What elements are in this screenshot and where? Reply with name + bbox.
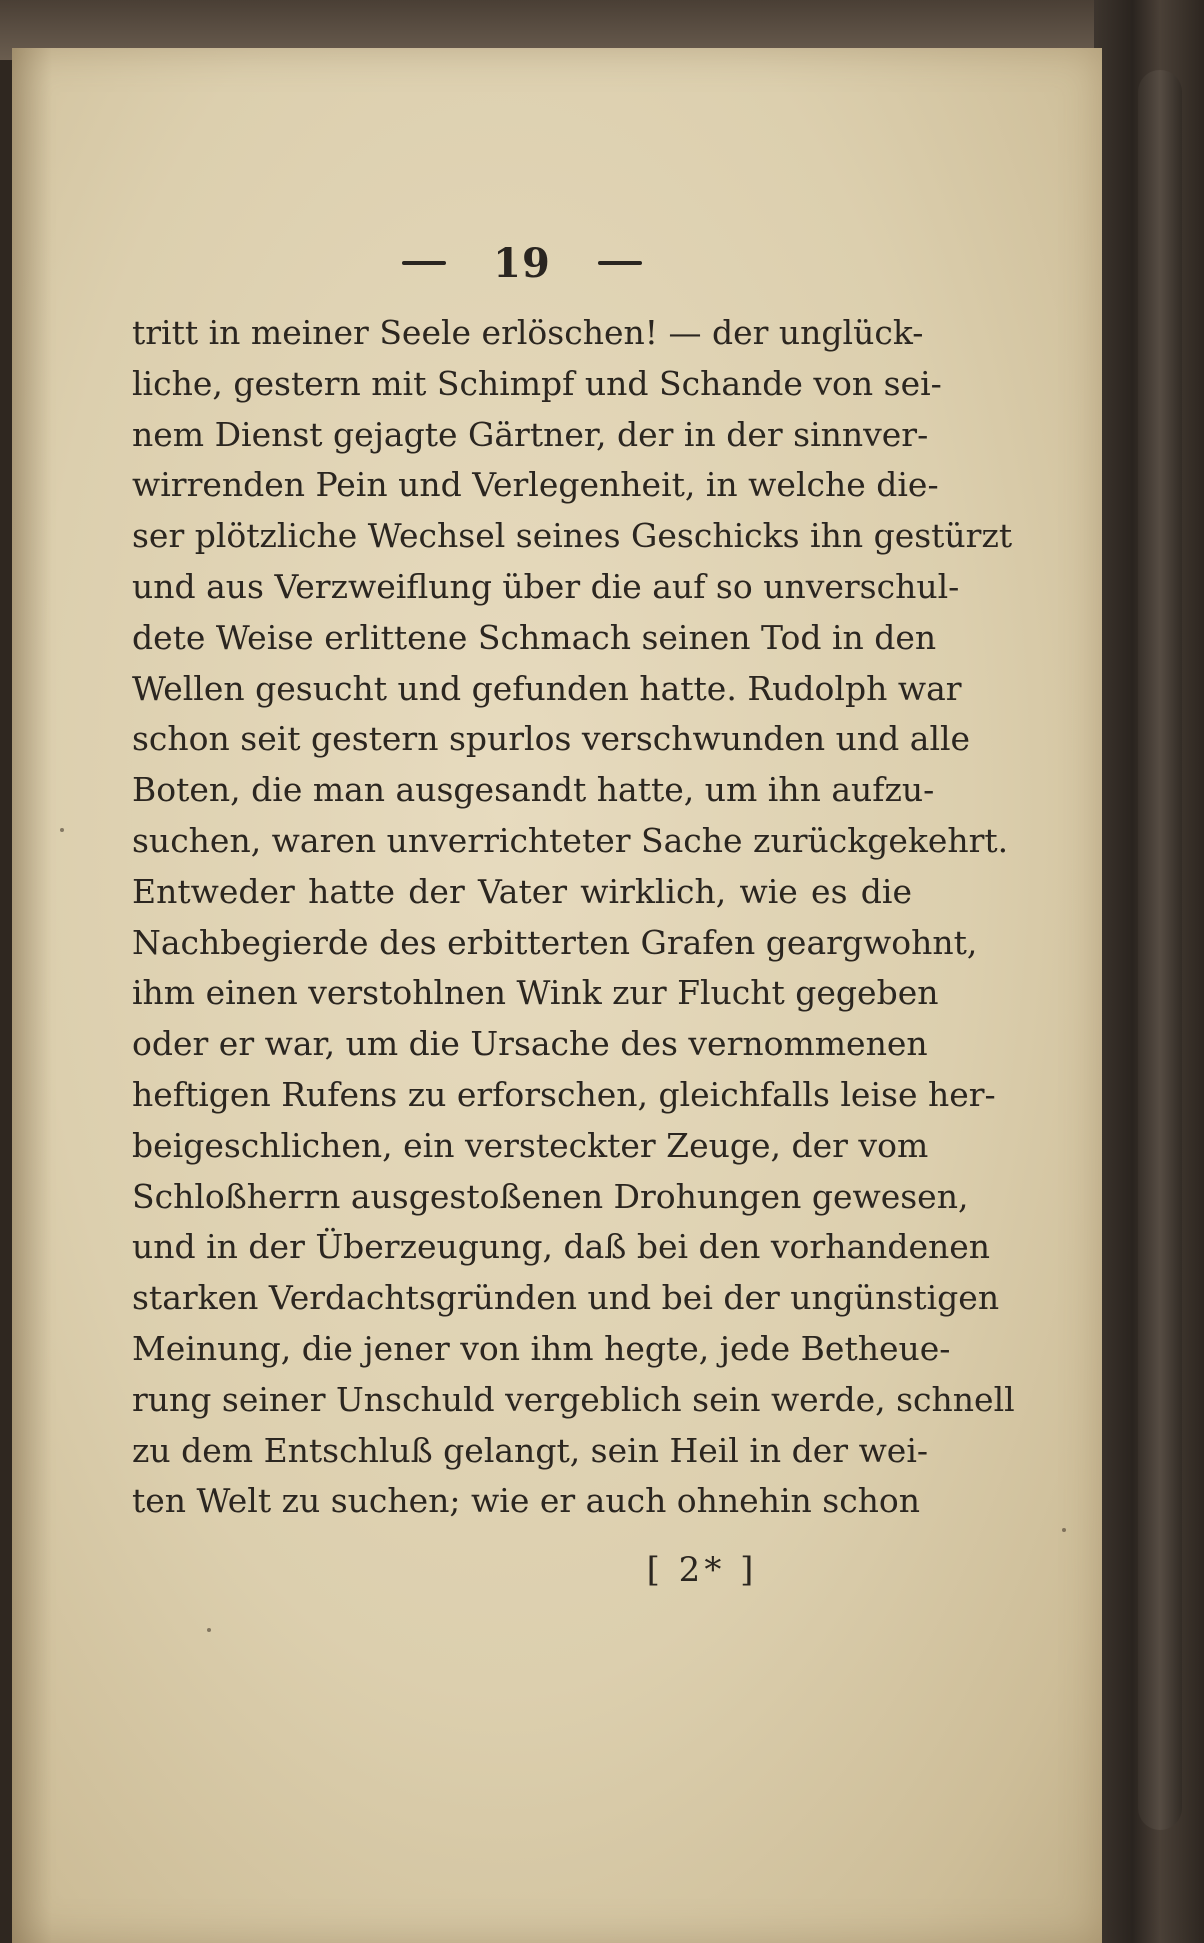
- text-line: zu dem Entschluß gelangt, sein Heil in der wei-: [132, 1430, 929, 1470]
- book-cover-edge: [1094, 0, 1204, 1943]
- text-line: Wellen gesucht und gefunden hatte. Rudolph war: [132, 668, 962, 708]
- text-line: ihm einen verstohlnen Wink zur Flucht gegeben: [132, 973, 939, 1013]
- text-line: ser plötzliche Wechsel seines Geschicks ihn gestürzt: [132, 516, 1013, 556]
- body-text: [132, 308, 1015, 1527]
- text-line: und aus Verzweiflung über die auf so unverschul-: [132, 566, 960, 606]
- page-number: 19: [493, 239, 551, 287]
- text-line: oder er war, um die Ursache des vernommenen: [132, 1024, 928, 1064]
- paper-page: [12, 48, 1102, 1943]
- text-line: nem Dienst gejagte Gärtner, der in der sinnver-: [132, 414, 929, 454]
- text-line: schon seit gestern spurlos verschwunden und alle: [132, 719, 971, 759]
- paper-speck: [1062, 1528, 1066, 1532]
- text-line: dete Weise erlittene Schmach seinen Tod in den: [132, 617, 937, 657]
- text-line: heftigen Rufens zu erforschen, gleichfalls leise her-: [132, 1074, 996, 1114]
- text-line: ten Welt zu suchen; wie er auch ohnehin schon: [132, 1481, 921, 1521]
- text-line: liche, gestern mit Schimpf und Schande von sei-: [132, 363, 942, 403]
- cover-spine: [1138, 70, 1182, 1830]
- gutter-shadow: [12, 48, 52, 1943]
- text-line: Schloßherrn ausgestoßenen Drohungen gewesen,: [132, 1176, 969, 1216]
- paper-speck: [60, 828, 64, 832]
- text-line: beigeschlichen, ein versteckter Zeuge, der vom: [132, 1125, 929, 1165]
- text-line: Entweder hatte der Vater wirklich, wie es die: [132, 871, 912, 911]
- text-line: Nachbegierde des erbitterten Grafen geargwohnt,: [132, 922, 978, 962]
- text-line: rung seiner Unschuld vergeblich sein werde, schnell: [132, 1379, 1015, 1419]
- text-line: tritt in meiner Seele erlöschen! — der unglück-: [132, 313, 924, 352]
- text-line: und in der Überzeugung, daß bei den vorhandenen: [132, 1227, 991, 1267]
- page-header: [402, 233, 642, 293]
- text-line: Meinung, die jener von ihm hegte, jede Betheue-: [132, 1328, 951, 1368]
- signature-mark: [ 2* ]: [646, 1550, 758, 1590]
- text-line: Boten, die man ausgesandt hatte, um ihn aufzu-: [132, 770, 935, 810]
- text-line: wirrenden Pein und Verlegenheit, in welche die-: [132, 465, 939, 505]
- text-line: starken Verdachtsgründen und bei der ungünstigen: [132, 1278, 1000, 1318]
- header-dash-left: [402, 261, 446, 265]
- paper-speck: [207, 1628, 211, 1632]
- text-line: suchen, waren unverrichteter Sache zurückgekehrt.: [132, 820, 1009, 860]
- header-dash-right: [598, 261, 642, 265]
